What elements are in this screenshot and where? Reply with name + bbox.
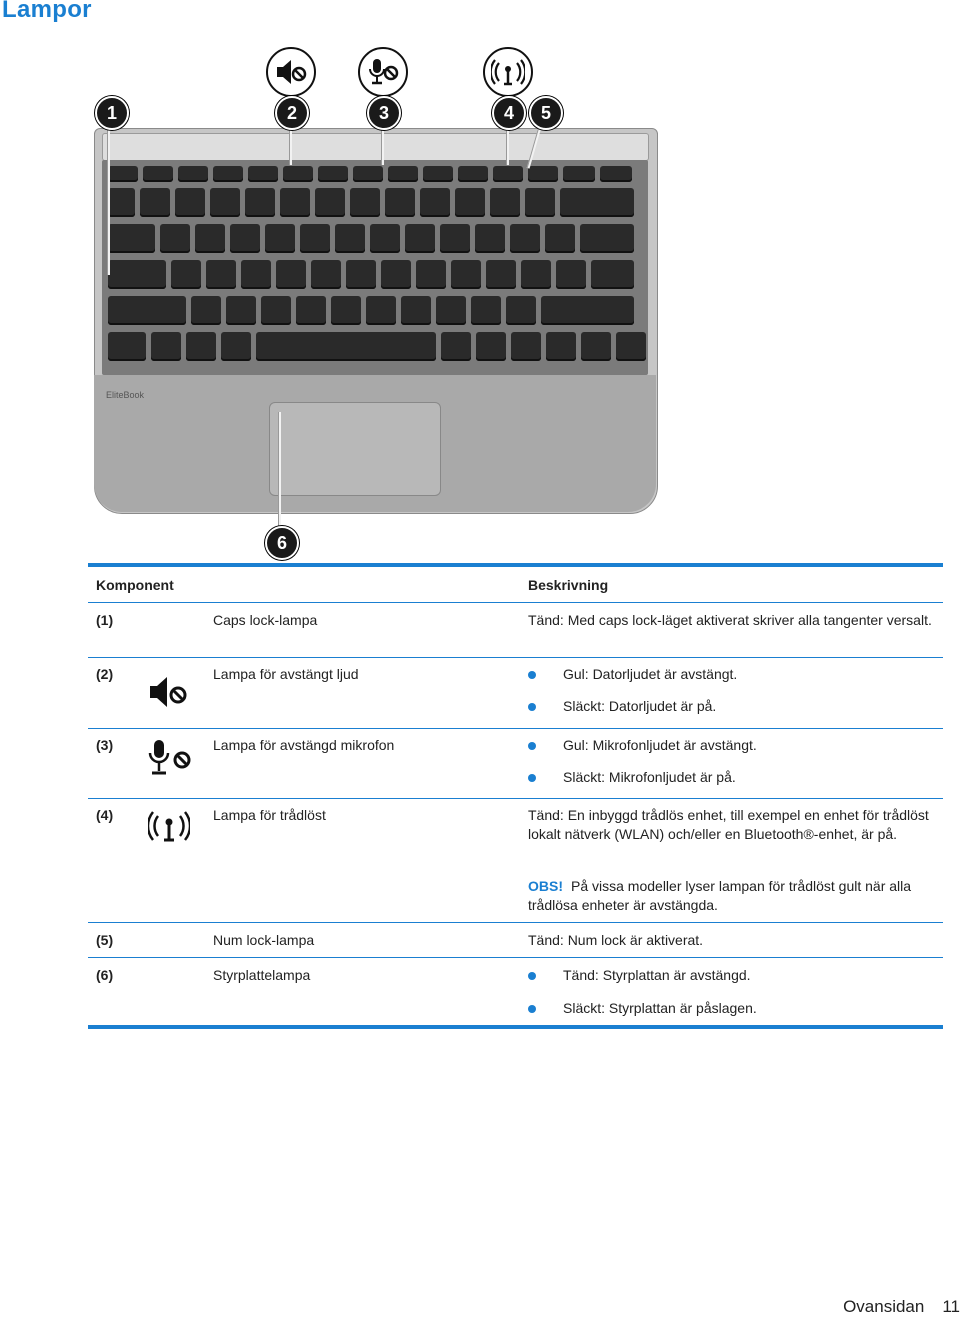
number-key-row — [108, 188, 634, 217]
table-top-rule — [88, 563, 943, 567]
row-number: (1) — [96, 612, 114, 628]
component-name: Lampa för avstängt ljud — [213, 666, 359, 682]
row-number: (2) — [96, 666, 114, 682]
component-name: Lampa för avstängd mikrofon — [213, 737, 395, 753]
leader-line — [107, 125, 110, 275]
callout-5: 5 — [529, 96, 563, 130]
wireless-icon — [483, 47, 533, 97]
mute-microphone-icon — [358, 47, 408, 97]
touchpad — [269, 402, 441, 496]
mute-microphone-icon — [148, 738, 194, 785]
component-name: Num lock-lampa — [213, 932, 315, 948]
bullet-text: Släckt: Styrplattan är påslagen. — [563, 1000, 757, 1016]
table-bottom-rule — [88, 1025, 943, 1029]
space-row — [108, 332, 646, 361]
row-number: (3) — [96, 737, 114, 753]
row-separator — [88, 728, 943, 729]
row-separator — [88, 798, 943, 799]
top-letter-row — [108, 224, 634, 253]
bullet-icon — [528, 703, 536, 711]
callout-1: 1 — [95, 96, 129, 130]
callout-3: 3 — [367, 96, 401, 130]
callout-6: 6 — [265, 526, 299, 560]
header-component: Komponent — [96, 577, 174, 593]
bullet-icon — [528, 671, 536, 679]
row-number: (5) — [96, 932, 114, 948]
description: Tänd: En inbyggd trådlös enhet, till exempel en enhet för trådlöst lokalt nätverk (WLAN) och/eller en Bluetooth®-enhet, är på. — [528, 807, 929, 842]
keyboard-illustration — [92, 40, 662, 560]
row-number: (6) — [96, 967, 114, 983]
function-key-row — [108, 166, 632, 182]
page-title: Lampor — [2, 0, 92, 23]
page-number: 11 — [942, 1297, 960, 1316]
keyboard-keys — [102, 160, 648, 375]
bullet-icon — [528, 774, 536, 782]
note-text: På vissa modeller lyser lampan för trådlöst gult när alla trådlösa enheter är avstängda. — [528, 878, 912, 913]
header-description: Beskrivning — [528, 577, 609, 593]
leader-line — [289, 125, 292, 165]
callout-4: 4 — [492, 96, 526, 130]
bullet-icon — [528, 1005, 536, 1013]
hinge — [102, 133, 649, 161]
bullet-text: Släckt: Mikrofonljudet är på. — [563, 769, 736, 785]
bullet-icon — [528, 972, 536, 980]
row-separator — [88, 922, 943, 923]
callout-2: 2 — [275, 96, 309, 130]
bullet-icon — [528, 742, 536, 750]
row-number: (4) — [96, 807, 114, 823]
brand-label: EliteBook — [106, 390, 145, 400]
component-name: Styrplattelampa — [213, 967, 311, 983]
row-separator — [88, 657, 943, 658]
leader-line — [381, 125, 384, 165]
home-row — [108, 260, 634, 289]
footer-section: Ovansidan — [843, 1297, 925, 1316]
bullet-text: Tänd: Styrplattan är avstängd. — [563, 967, 751, 983]
leader-line — [278, 412, 281, 532]
mute-speaker-icon — [266, 47, 316, 97]
bullet-text: Gul: Mikrofonljudet är avstängt. — [563, 737, 757, 753]
leader-line — [506, 125, 509, 165]
lights-table — [88, 563, 943, 1016]
component-name: Lampa för trådlöst — [213, 807, 326, 823]
description: Tänd: Med caps lock-läget aktiverat skriver alla tangenter versalt. — [528, 612, 932, 628]
bottom-letter-row — [108, 296, 634, 325]
row-separator — [88, 957, 943, 958]
mute-speaker-icon — [148, 675, 188, 714]
bullet-text: Släckt: Datorljudet är på. — [563, 698, 717, 714]
note-label: OBS! — [528, 878, 563, 894]
page-footer — [843, 1297, 960, 1317]
component-name: Caps lock-lampa — [213, 612, 318, 628]
wireless-icon — [148, 808, 190, 849]
bullet-text: Gul: Datorljudet är avstängt. — [563, 666, 738, 682]
note — [528, 877, 938, 915]
description: Tänd: Num lock är aktiverat. — [528, 932, 704, 948]
row-separator — [88, 602, 943, 603]
